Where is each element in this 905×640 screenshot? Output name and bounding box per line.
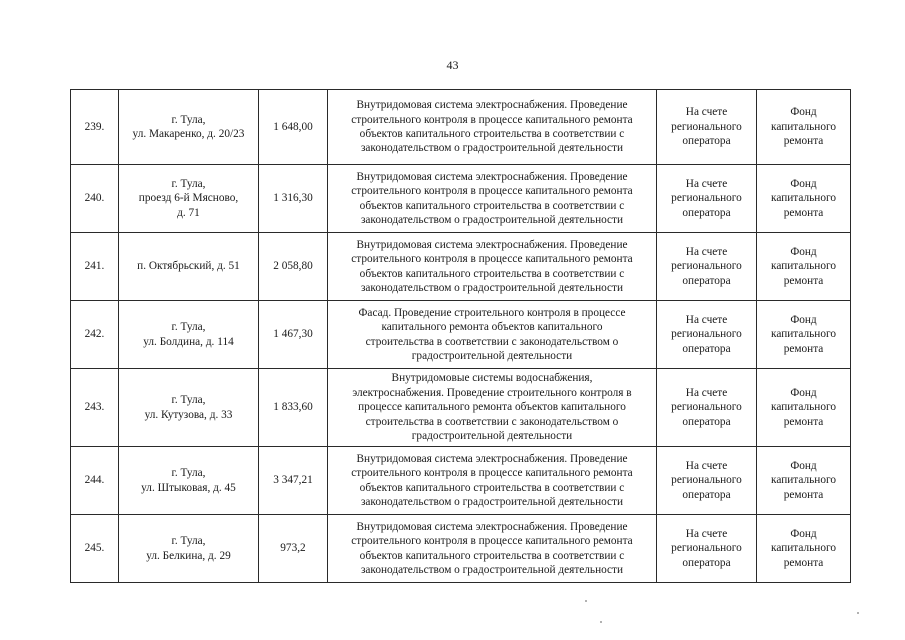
funding-source-cell [757, 515, 851, 583]
financing-line: На счете [685, 245, 728, 258]
financing-line: оператора [682, 342, 731, 355]
financing-line: На счете [685, 527, 728, 540]
table-row [71, 165, 851, 233]
row-number-cell: 242. [71, 301, 119, 369]
work-line: законодательством о градостроительной деятельности [360, 142, 624, 155]
table-row [71, 369, 851, 447]
row-number-cell: 243. [71, 369, 119, 447]
address-line: ул. Макаренко, д. 20/23 [132, 128, 245, 140]
area-cell: 1 648,00 [259, 90, 328, 165]
financing-line: оператора [682, 274, 731, 287]
work-type-cell [328, 447, 657, 515]
address-line: п. Октябрьский, д. 51 [137, 260, 240, 273]
source-line: капитального [771, 542, 836, 555]
table-row [71, 447, 851, 515]
address-cell [119, 301, 259, 369]
work-line: Внутридомовая система электроснабжения. Проведение [356, 238, 628, 251]
address-line: ул. Кутузова, д. 33 [144, 408, 233, 421]
work-line: процессе капитального ремонта объектов капитального [358, 401, 626, 414]
work-line: градостроительной деятельности [411, 349, 573, 362]
source-line: ремонта [783, 135, 824, 148]
table-row [71, 515, 851, 583]
page-number: 43 [446, 58, 459, 72]
source-line: ремонта [783, 415, 824, 428]
financing-line: регионального [671, 192, 742, 205]
work-line: Фасад. Проведение строительного контроля в процессе [358, 306, 626, 319]
work-line: строительства в соответствии с законодательством о [365, 335, 619, 348]
source-line: ремонта [783, 488, 824, 501]
financing-line: регионального [671, 542, 742, 555]
work-line: законодательством о градостроительной деятельности [360, 495, 624, 508]
work-type-cell [328, 90, 657, 165]
table-row [71, 301, 851, 369]
funding-source-cell [757, 90, 851, 165]
table-row [71, 233, 851, 301]
address-line: г. Тула, [171, 113, 206, 126]
work-line: строительного контроля в процессе капитального ремонта [351, 467, 633, 480]
address-line: ул. Штыковая, д. 45 [141, 481, 236, 494]
financing-line: На счете [685, 177, 728, 190]
financing-line: оператора [682, 135, 731, 148]
address-cell [119, 90, 259, 165]
financing-line: оператора [682, 415, 731, 428]
work-line: законодательством о градостроительной деятельности [360, 281, 624, 294]
scan-speck [585, 600, 587, 602]
source-line: Фонд [790, 245, 817, 258]
address-line: г. Тула, [171, 394, 206, 407]
financing-line: На счете [685, 313, 728, 326]
work-line: Внутридомовая система электроснабжения. Проведение [356, 99, 628, 112]
source-line: ремонта [783, 342, 824, 355]
source-line: ремонта [783, 556, 824, 569]
table-row [71, 90, 851, 165]
financing-method-cell [657, 165, 757, 233]
source-line: Фонд [790, 177, 817, 190]
work-line: строительного контроля в процессе капитального ремонта [351, 535, 633, 548]
financing-line: оператора [682, 556, 731, 569]
scan-speck [600, 621, 602, 623]
source-line: капитального [771, 120, 836, 133]
address-line: г. Тула, [171, 467, 206, 480]
work-line: капитального ремонта объектов капитального [381, 321, 603, 334]
work-line: объектов капитального строительства в соответствии с [359, 267, 625, 280]
work-line: Внутридомовая система электроснабжения. Проведение [356, 452, 628, 465]
financing-line: оператора [682, 488, 731, 501]
row-number-cell: 240. [71, 165, 119, 233]
address-line: ул. Болдина, д. 114 [143, 335, 234, 348]
work-line: градостроительной деятельности [411, 430, 573, 443]
address-cell [119, 447, 259, 515]
funding-source-cell [757, 301, 851, 369]
work-line: объектов капитального строительства в соответствии с [359, 128, 625, 140]
source-line: ремонта [783, 274, 824, 287]
area-cell: 1 316,30 [259, 165, 328, 233]
source-line: Фонд [790, 106, 817, 119]
address-cell [119, 233, 259, 301]
row-number-cell: 244. [71, 447, 119, 515]
address-line: г. Тула, [171, 177, 206, 190]
area-cell: 2 058,80 [259, 233, 328, 301]
source-line: Фонд [790, 313, 817, 326]
work-type-cell [328, 369, 657, 447]
financing-line: На счете [685, 386, 728, 399]
address-cell [119, 165, 259, 233]
work-line: законодательством о градостроительной деятельности [360, 213, 624, 226]
source-line: капитального [771, 328, 836, 341]
funding-source-cell [757, 233, 851, 301]
area-cell: 3 347,21 [259, 447, 328, 515]
work-type-cell [328, 233, 657, 301]
source-line: Фонд [790, 386, 817, 399]
financing-method-cell [657, 369, 757, 447]
funding-source-cell [757, 165, 851, 233]
area-cell: 1 833,60 [259, 369, 328, 447]
source-line: капитального [771, 192, 836, 205]
address-cell [119, 515, 259, 583]
work-line: объектов капитального строительства в соответствии с [359, 481, 625, 494]
address-line: г. Тула, [171, 535, 206, 548]
financing-method-cell [657, 301, 757, 369]
address-line: г. Тула, [171, 321, 206, 334]
source-line: капитального [771, 474, 836, 487]
address-line: д. 71 [177, 206, 200, 219]
row-number-cell: 241. [71, 233, 119, 301]
work-line: Внутридомовая система электроснабжения. Проведение [356, 520, 628, 533]
area-cell: 1 467,30 [259, 301, 328, 369]
work-line: объектов капитального строительства в соответствии с [359, 199, 625, 212]
area-cell: 973,2 [259, 515, 328, 583]
work-line: строительного контроля в процессе капитального ремонта [351, 113, 633, 126]
financing-line: На счете [685, 459, 728, 472]
address-cell [119, 369, 259, 447]
capital-repair-table [70, 89, 851, 583]
work-line: строительного контроля в процессе капитального ремонта [351, 185, 633, 198]
address-line: проезд 6-й Мясново, [138, 192, 239, 205]
work-line: законодательством о градостроительной деятельности [360, 563, 624, 576]
source-line: ремонта [783, 206, 824, 219]
work-line: строительства в соответствии с законодательством о [365, 415, 619, 428]
scan-speck [857, 612, 859, 614]
financing-method-cell [657, 90, 757, 165]
work-type-cell [328, 165, 657, 233]
work-line: строительного контроля в процессе капитального ремонта [351, 253, 633, 266]
source-line: капитального [771, 260, 836, 273]
work-type-cell [328, 515, 657, 583]
work-line: Внутридомовая система электроснабжения. Проведение [356, 170, 628, 183]
work-line: Внутридомовые системы водоснабжения, [391, 372, 593, 385]
address-line: ул. Белкина, д. 29 [146, 549, 231, 562]
source-line: Фонд [790, 527, 817, 540]
financing-line: регионального [671, 260, 742, 273]
financing-line: регионального [671, 474, 742, 487]
financing-method-cell [657, 233, 757, 301]
financing-line: регионального [671, 120, 742, 133]
work-type-cell [328, 301, 657, 369]
work-line: объектов капитального строительства в соответствии с [359, 549, 625, 562]
funding-source-cell [757, 447, 851, 515]
funding-source-cell [757, 369, 851, 447]
financing-method-cell [657, 447, 757, 515]
financing-method-cell [657, 515, 757, 583]
row-number-cell: 245. [71, 515, 119, 583]
financing-line: регионального [671, 328, 742, 341]
financing-line: оператора [682, 206, 731, 219]
source-line: Фонд [790, 459, 817, 472]
financing-line: регионального [671, 401, 742, 414]
source-line: капитального [771, 401, 836, 414]
row-number-cell: 239. [71, 90, 119, 165]
financing-line: На счете [685, 106, 728, 119]
work-line: электроснабжения. Проведение строительного контроля в [352, 386, 632, 399]
